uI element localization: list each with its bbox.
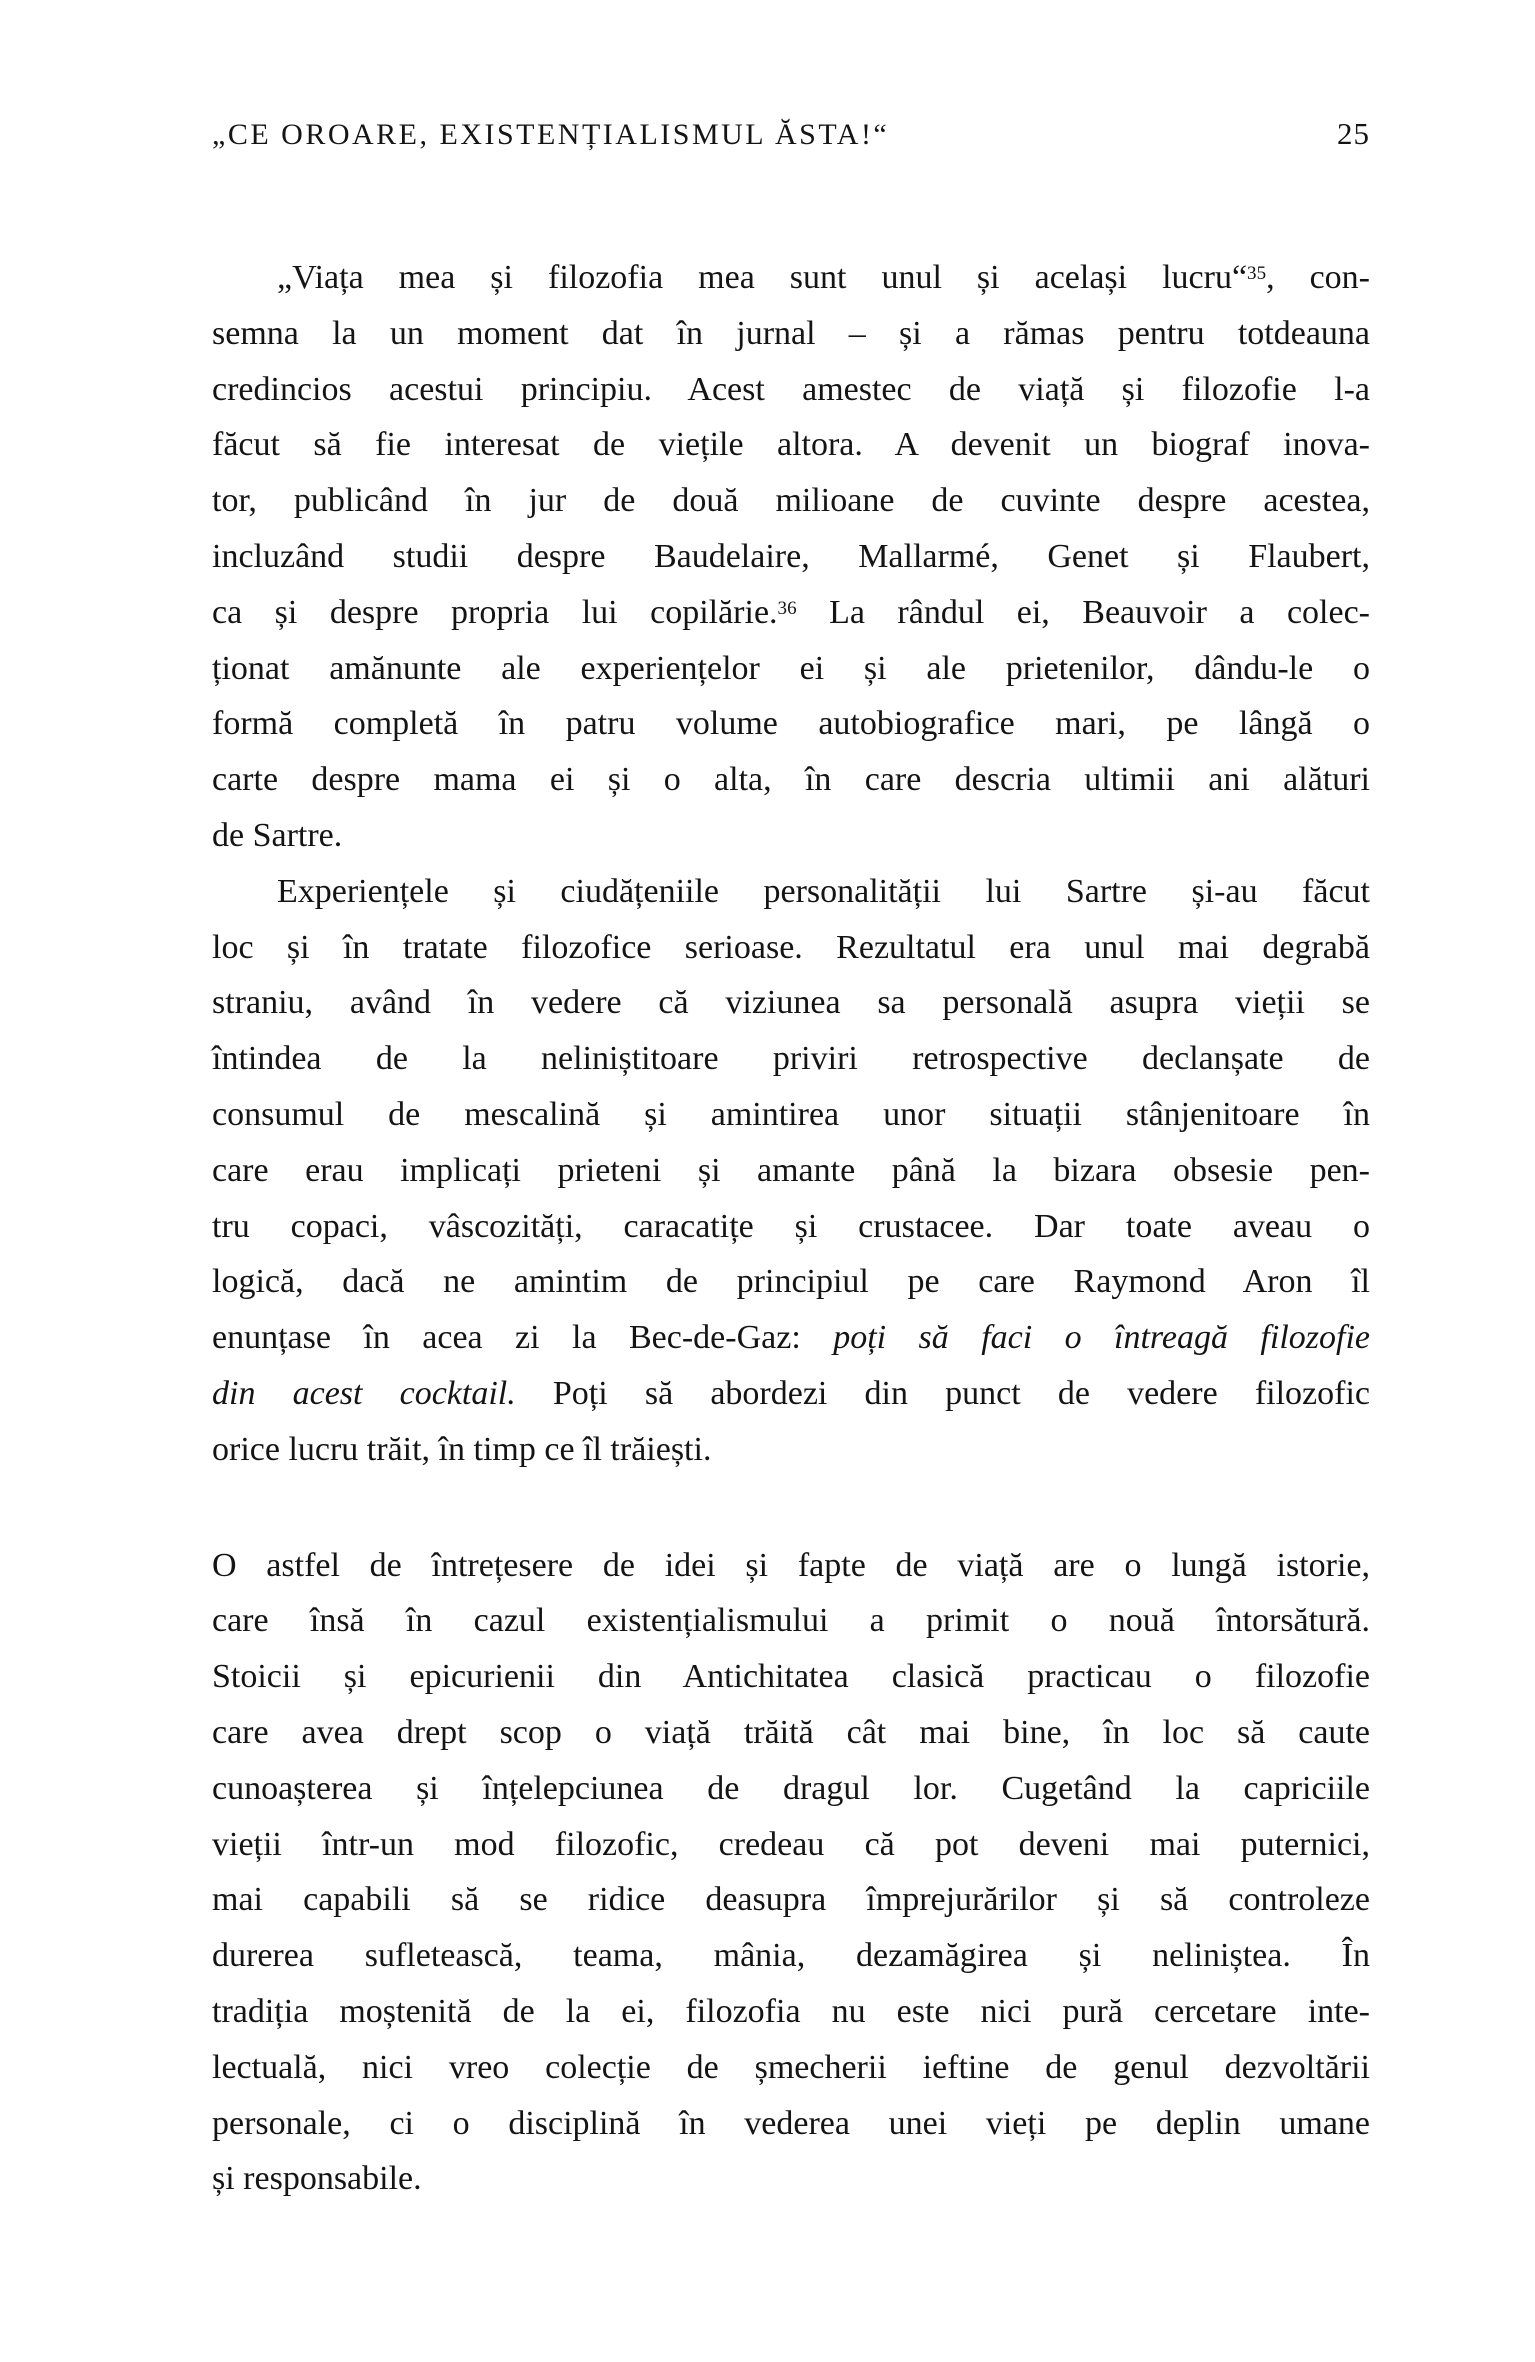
- text-line: [212, 1422, 1370, 1478]
- footnote-reference: 36: [777, 597, 797, 619]
- page-body: [212, 250, 1370, 2207]
- text-segment: credincios acestui principiu. Acest amestec de viață și filozofie l-a: [212, 370, 1370, 408]
- text-line: [212, 1705, 1370, 1761]
- text-segment: incluzând studii despre Baudelaire, Mallarmé, Genet și Flaubert,: [212, 537, 1370, 575]
- text-segment: orice lucru trăit, în timp ce îl trăiești.: [212, 1430, 712, 1468]
- text-segment: care însă în cazul existențialismului a primit o nouă întorsătură.: [212, 1602, 1370, 1640]
- text-segment: enunțase în acea zi la Bec-de-Gaz:: [212, 1319, 834, 1357]
- italic-phrase: poți să faci o întreagă filozofie: [833, 1319, 1370, 1357]
- text-segment: tor, publicând în jur de două milioane de cuvinte despre acestea,: [212, 482, 1370, 520]
- text-line: [212, 696, 1370, 752]
- text-line: [212, 808, 1370, 864]
- text-segment: Poți să abordezi din punct de vedere filozofic: [515, 1374, 1370, 1412]
- text-line: [212, 1984, 1370, 2040]
- text-line: [212, 473, 1370, 529]
- text-segment: Experiențele și ciudățeniile personalității lui Sartre și-au făcut: [277, 872, 1370, 910]
- text-segment: „Viața mea și filozofia mea sunt unul și același lucru“: [277, 259, 1248, 296]
- text-segment: , con-: [1266, 259, 1370, 296]
- text-line: [212, 641, 1370, 697]
- running-title: „CE OROARE, EXISTENȚIALISMUL ĂSTA!“: [212, 118, 890, 151]
- text-segment: semna la un moment dat în jurnal – și a rămas pentru totdeauna: [212, 314, 1370, 352]
- text-segment: de Sartre.: [212, 816, 343, 854]
- text-segment: cunoașterea și înțelepciunea de dragul lor. Cugetând la capriciile: [212, 1769, 1370, 1807]
- running-header: [212, 116, 1370, 152]
- page-number: 25: [1337, 116, 1370, 151]
- text-segment: care erau implicați prieteni și amante până la bizara obsesie pen-: [212, 1151, 1370, 1189]
- text-segment: întindea de la neliniștitoare priviri retrospective declanșate de: [212, 1040, 1370, 1078]
- text-line: [212, 1761, 1370, 1817]
- paragraph-2: [212, 864, 1370, 1478]
- text-line: [212, 975, 1370, 1031]
- text-segment: Stoicii și epicurienii din Antichitatea clasică practicau o filozofie: [212, 1658, 1370, 1696]
- text-segment: durerea sufletească, teama, mânia, dezamăgirea și neliniștea. În: [212, 1937, 1370, 1975]
- text-segment: straniu, având în vedere că viziunea sa personală asupra vieții se: [212, 984, 1370, 1022]
- text-line: [212, 1817, 1370, 1873]
- footnote-reference: 35: [1247, 262, 1267, 284]
- text-line: [212, 1031, 1370, 1087]
- text-line: [212, 1872, 1370, 1928]
- text-line: [212, 1538, 1370, 1594]
- text-line: [212, 752, 1370, 808]
- text-segment: și responsabile.: [212, 2160, 422, 2198]
- text-segment: consumul de mescalină și amintirea unor situații stânjenitoare în: [212, 1095, 1370, 1133]
- text-segment: ca și despre propria lui copilărie.: [212, 593, 778, 631]
- text-segment: lectuală, nici vreo colecție de șmecherii ieftine de genul dezvoltării: [212, 2048, 1370, 2086]
- text-segment: formă completă în patru volume autobiografice mari, pe lângă o: [212, 705, 1370, 743]
- text-line: [212, 864, 1370, 920]
- text-line: [212, 417, 1370, 473]
- text-line: [212, 1593, 1370, 1649]
- text-line: [212, 2096, 1370, 2152]
- text-line: [212, 306, 1370, 362]
- text-segment: carte despre mama ei și o alta, în care descria ultimii ani alături: [212, 761, 1370, 799]
- text-line: [212, 2040, 1370, 2096]
- text-segment: La rândul ei, Beauvoir a colec-: [796, 593, 1371, 631]
- paragraph-3: [212, 1538, 1370, 2208]
- text-segment: personale, ci o disciplină în vederea unei vieți pe deplin umane: [212, 2104, 1370, 2142]
- text-line: [212, 1366, 1370, 1422]
- text-line: [212, 529, 1370, 585]
- text-segment: mai capabili să se ridice deasupra împrejurărilor și să controleze: [212, 1881, 1370, 1919]
- text-segment: O astfel de întrețesere de idei și fapte de viață are o lungă istorie,: [212, 1546, 1370, 1584]
- text-segment: tru copaci, vâscozități, caracatițe și crustacee. Dar toate aveau o: [212, 1207, 1370, 1245]
- text-segment: logică, dacă ne amintim de principiul pe care Raymond Aron îl: [212, 1263, 1370, 1301]
- text-line: [212, 1928, 1370, 1984]
- text-segment: care avea drept scop o viață trăită cât mai bine, în loc să caute: [212, 1713, 1370, 1751]
- text-line: [212, 1310, 1370, 1366]
- paragraph-1: [212, 250, 1370, 864]
- text-segment: ționat amănunte ale experiențelor ei și ale prietenilor, dându-le o: [212, 649, 1370, 687]
- text-line: [212, 1254, 1370, 1310]
- text-segment: tradiția moștenită de la ei, filozofia nu este nici pură cercetare inte-: [212, 1992, 1370, 2030]
- text-line: [212, 1143, 1370, 1199]
- text-segment: vieții într-un mod filozofic, credeau că pot deveni mai puternici,: [212, 1825, 1370, 1863]
- text-line: [212, 585, 1370, 641]
- text-line: [212, 1649, 1370, 1705]
- text-line: [212, 1087, 1370, 1143]
- text-line: [212, 362, 1370, 418]
- text-line: [212, 250, 1370, 306]
- text-segment: loc și în tratate filozofice serioase. Rezultatul era unul mai degrabă: [212, 928, 1370, 966]
- text-line: [212, 2151, 1370, 2207]
- text-segment: făcut să fie interesat de viețile altora. A devenit un biograf inova-: [212, 426, 1370, 464]
- text-line: [212, 1199, 1370, 1255]
- italic-phrase: din acest cocktail.: [212, 1374, 516, 1412]
- text-line: [212, 920, 1370, 976]
